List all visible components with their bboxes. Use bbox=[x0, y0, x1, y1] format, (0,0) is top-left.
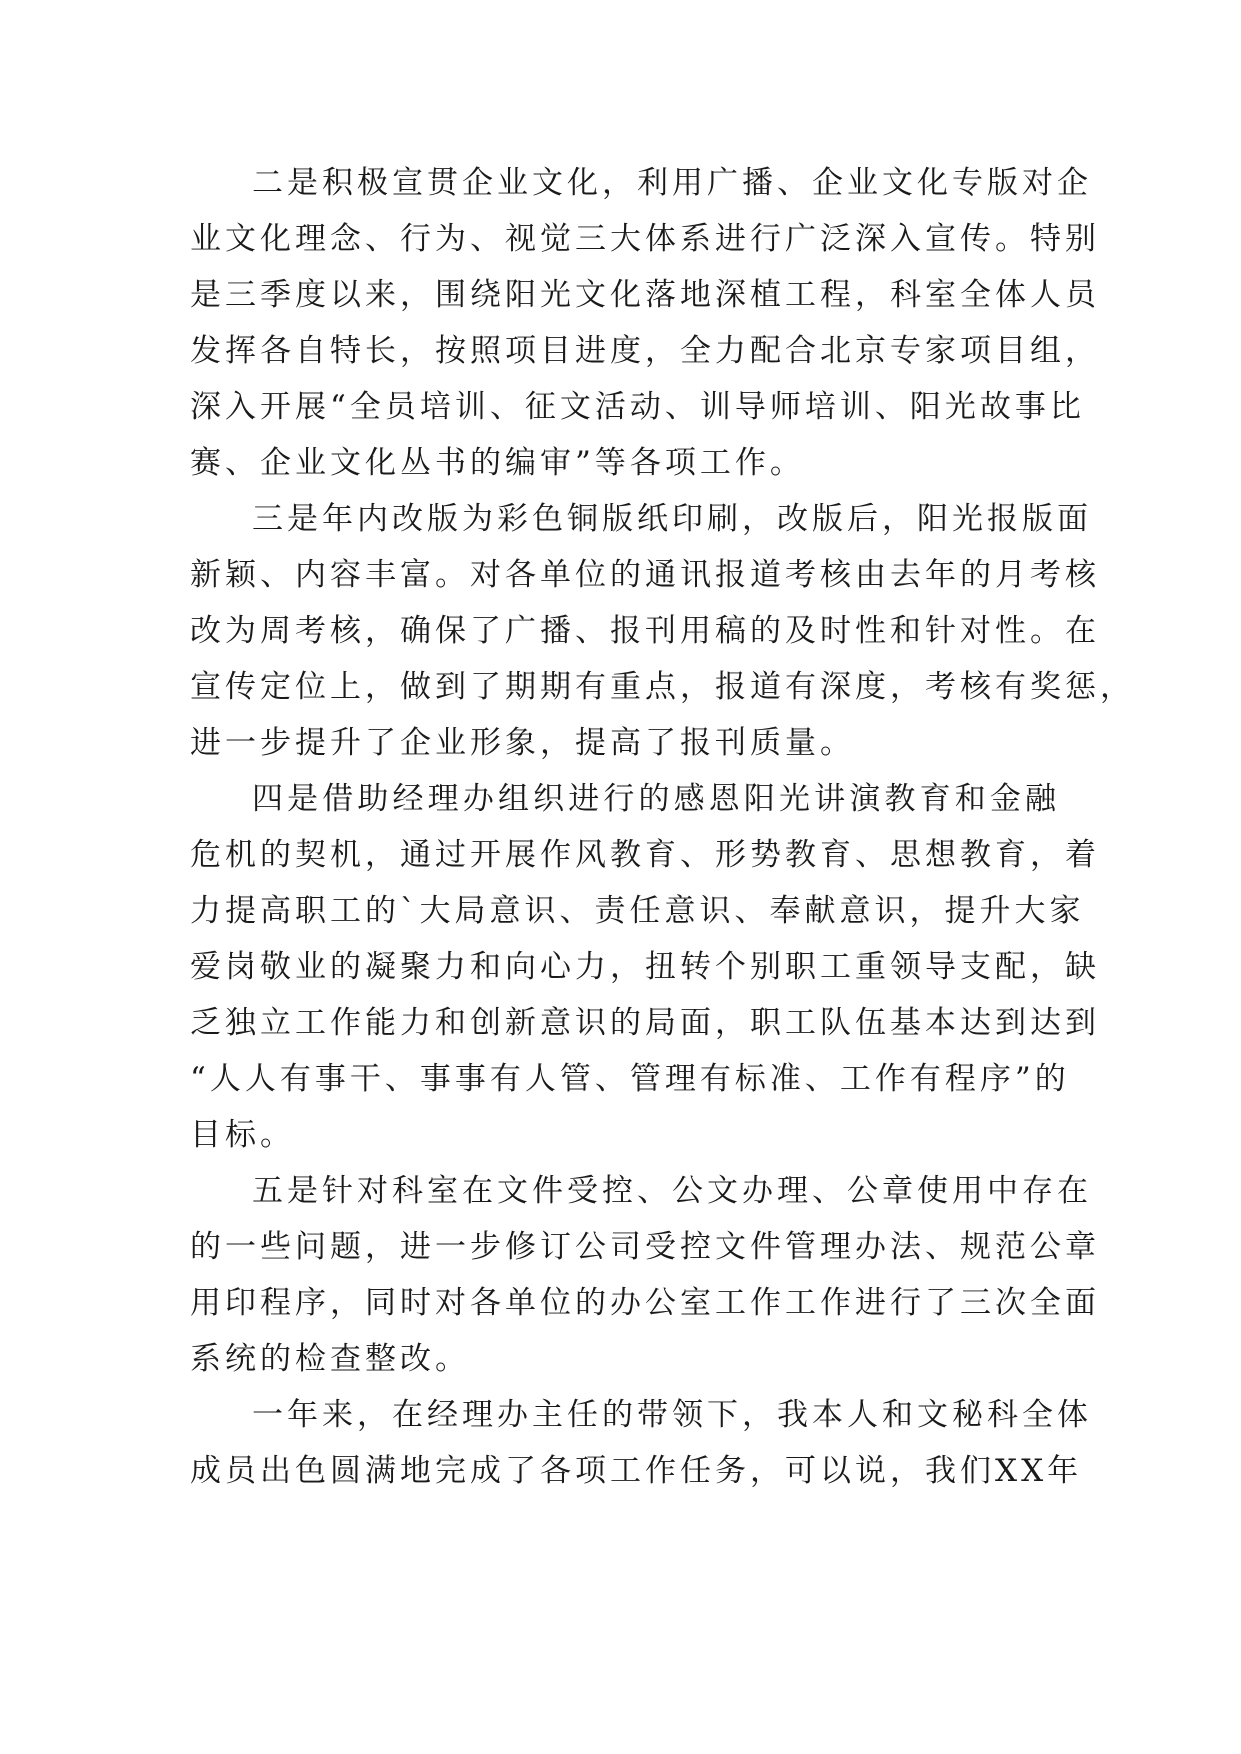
text-line: 进一步提升了企业形象，提高了报刊质量。 bbox=[190, 725, 855, 761]
text-line: 危机的契机，通过开展作风教育、形势教育、思想教育，着 bbox=[190, 837, 1100, 873]
text-line: 二是积极宣贯企业文化，利用广播、企业文化专版对企 bbox=[252, 165, 1092, 201]
text-line: 宣传定位上，做到了期期有重点，报道有深度，考核有奖惩， bbox=[190, 669, 1135, 705]
text-line: “人人有事干、事事有人管、管理有标准、工作有程序”的 bbox=[190, 1061, 1070, 1097]
text-line: 目标。 bbox=[190, 1117, 295, 1153]
text-line: 乏独立工作能力和创新意识的局面，职工队伍基本达到达到 bbox=[190, 1005, 1100, 1041]
paragraph-4 bbox=[190, 771, 1100, 1163]
paragraph-3 bbox=[190, 491, 1135, 771]
text-line: 改为周考核，确保了广播、报刊用稿的及时性和针对性。在 bbox=[190, 613, 1100, 649]
document-body bbox=[190, 155, 1135, 1499]
paragraph-2 bbox=[190, 155, 1100, 491]
text-line: 深入开展“全员培训、征文活动、训导师培训、阳光故事比 bbox=[190, 389, 1085, 425]
paragraph-5 bbox=[190, 1163, 1100, 1387]
paragraph-6 bbox=[190, 1387, 1092, 1499]
text-line: 五是针对科室在文件受控、公文办理、公章使用中存在 bbox=[252, 1173, 1092, 1209]
text-line: 爱岗敬业的凝聚力和向心力，扭转个别职工重领导支配，缺 bbox=[190, 949, 1100, 985]
text-line: 一年来，在经理办主任的带领下，我本人和文秘科全体 bbox=[252, 1397, 1092, 1433]
text-line: 赛、企业文化丛书的编审”等各项工作。 bbox=[190, 445, 805, 481]
text-line: 三是年内改版为彩色铜版纸印刷，改版后，阳光报版面 bbox=[252, 501, 1092, 537]
text-line: 新颖、内容丰富。对各单位的通讯报道考核由去年的月考核 bbox=[190, 557, 1100, 593]
text-line: 成员出色圆满地完成了各项工作任务，可以说，我们XX年 bbox=[190, 1453, 1083, 1489]
text-line: 业文化理念、行为、视觉三大体系进行广泛深入宣传。特别 bbox=[190, 221, 1100, 257]
text-line: 发挥各自特长，按照项目进度，全力配合北京专家项目组， bbox=[190, 333, 1100, 369]
text-line: 系统的检查整改。 bbox=[190, 1341, 470, 1377]
text-line: 用印程序，同时对各单位的办公室工作工作进行了三次全面 bbox=[190, 1285, 1100, 1321]
text-line: 力提高职工的`大局意识、责任意识、奉献意识，提升大家 bbox=[190, 893, 1085, 929]
text-line: 的一些问题，进一步修订公司受控文件管理办法、规范公章 bbox=[190, 1229, 1100, 1265]
text-line: 是三季度以来，围绕阳光文化落地深植工程，科室全体人员 bbox=[190, 277, 1100, 313]
text-line: 四是借助经理办组织进行的感恩阳光讲演教育和金融 bbox=[252, 781, 1060, 817]
